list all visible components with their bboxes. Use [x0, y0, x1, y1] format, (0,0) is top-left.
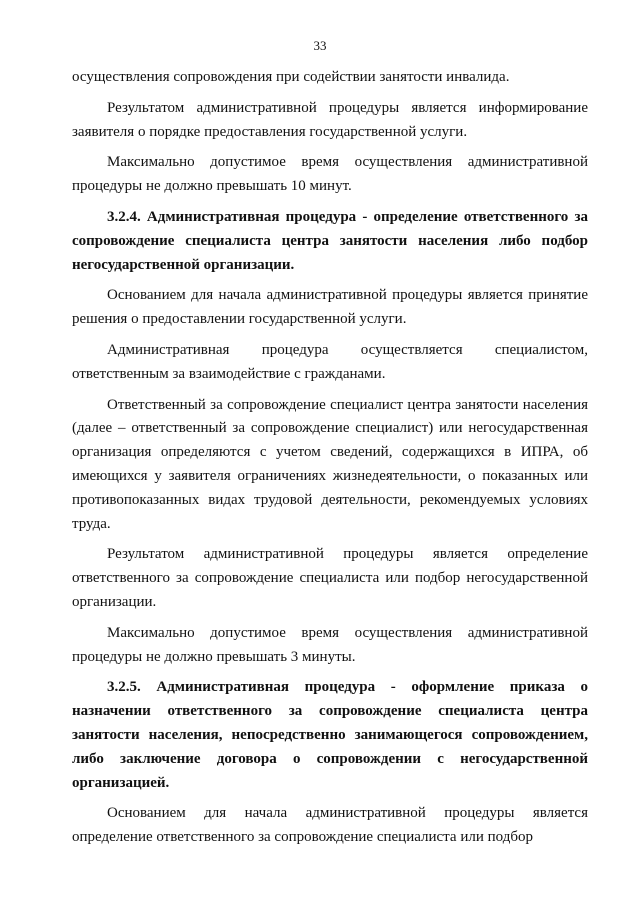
- paragraph-continuation: осуществления сопровождения при содействии занятости инвалида.: [72, 69, 510, 85]
- paragraph-basis-start-2: Основанием для начала административной процедуры является определение ответственного за сопровождение специалиста или подбор: [72, 805, 588, 846]
- section-heading-3-2-4: 3.2.4. Административная процедура - определение ответственного за сопровождение специалиста центра занятости населения либо подбор негосударственной организации.: [72, 208, 588, 273]
- paragraph-result-definition: Результатом административной процедуры является определение ответственного за сопровождение специалиста или подбор негосударственной организации.: [72, 546, 588, 610]
- paragraph-result-informing: Результатом административной процедуры является информирование заявителя о порядке предоставления государственной услуги.: [72, 99, 588, 140]
- paragraph-max-time-10: Максимально допустимое время осуществления административной процедуры не должно превышать 10 минут.: [72, 154, 588, 195]
- document-body: [72, 66, 588, 857]
- section-heading-3-2-5: 3.2.5. Административная процедура - оформление приказа о назначении ответственного за сопровождение специалиста центра занятости населения, непосредственно занимающегося сопровождением, либо заключение договора о сопровождении с негосударственной организацией.: [72, 679, 588, 791]
- paragraph-responsible-defined: Ответственный за сопровождение специалист центра занятости населения (далее – ответственный за сопровождение специалист) или негосударственная организация определяются с учетом сведений, содержащихся в ИПРА, об имеющихся у заявителя ограничениях жизнедеятельности, о показанных или противопоказанных видах трудовой деятельности, рекомендуемых условиях труда.: [72, 396, 588, 532]
- paragraph-max-time-3: Максимально допустимое время осуществления административной процедуры не должно превышать 3 минуты.: [72, 624, 588, 665]
- paragraph-performed-by: Административная процедура осуществляется специалистом, ответственным за взаимодействие с гражданами.: [72, 341, 588, 382]
- paragraph-basis-start: Основанием для начала административной процедуры является принятие решения о предоставлении государственной услуги.: [72, 287, 588, 328]
- page-number: 33: [313, 38, 327, 53]
